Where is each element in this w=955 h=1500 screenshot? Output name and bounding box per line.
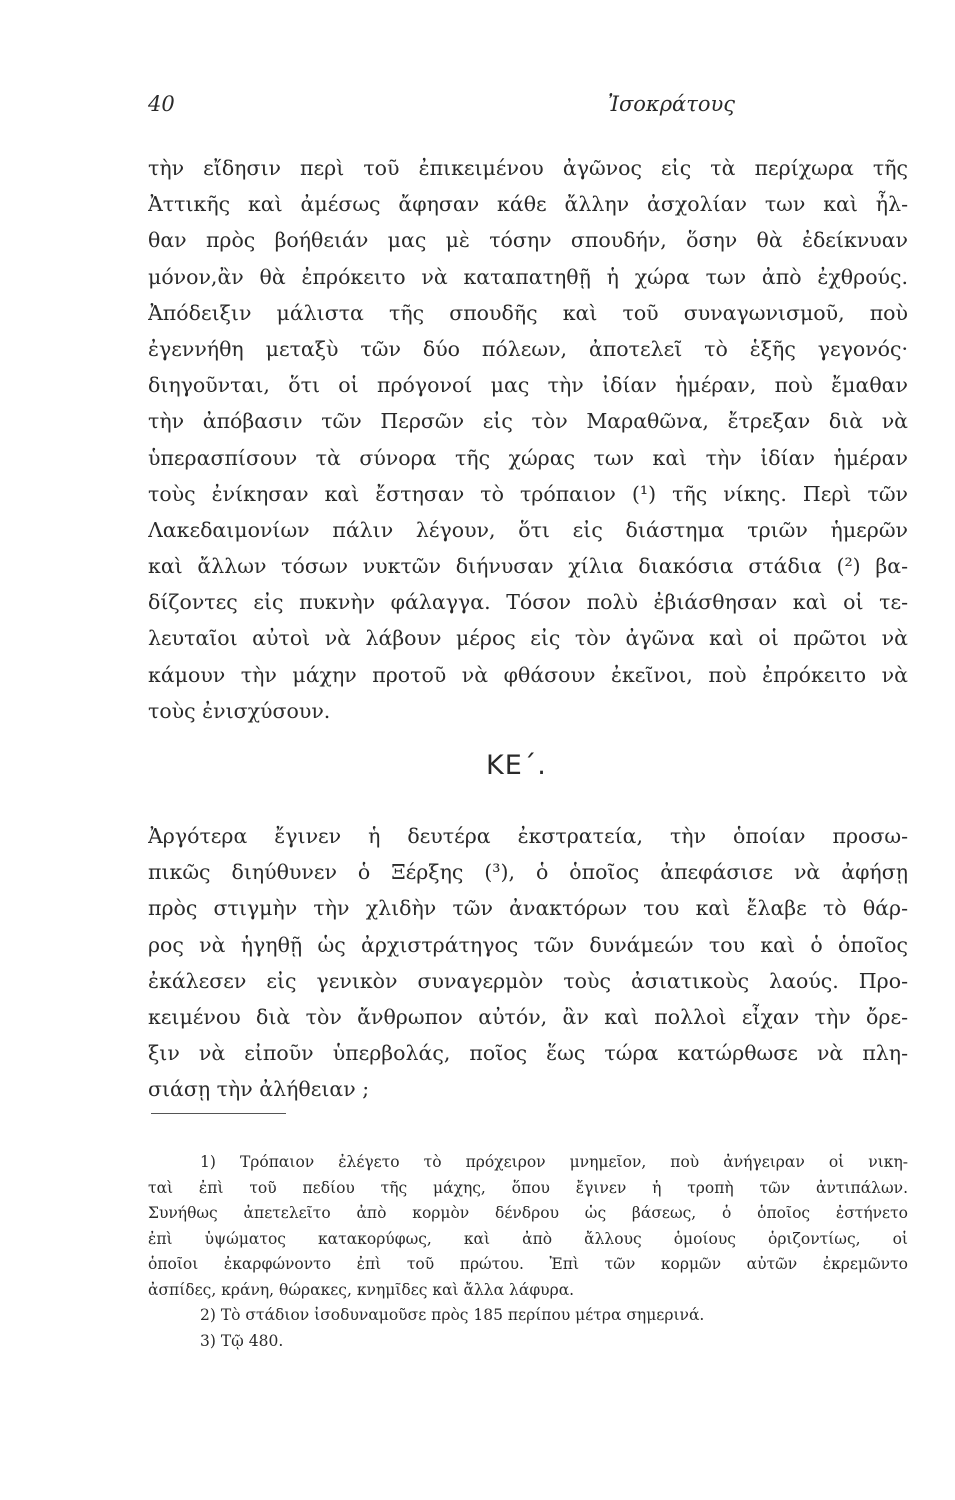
text-line: Λακεδαιμονίων πάλιν λέγουν, ὅτι εἰς διάστημα τριῶν ἡμερῶν — [148, 517, 908, 542]
text-line: ὑπερασπίσουν τὰ σύνορα τῆς χώρας των καὶ τὴν ἰδίαν ἡμέραν — [148, 445, 908, 470]
text-line: κειμένου διὰ τὸν ἄνθρωπον αὐτόν, ἂν καὶ πολλοὶ εἶχαν τὴν ὄρε- — [148, 1004, 908, 1029]
text-line: ἐγεννήθη μεταξὺ τῶν δύο πόλεων, ἀποτελεῖ τὸ ἑξῆς γεγονός· — [148, 336, 908, 361]
footnote-line: 3) Τῷ 480. — [200, 1331, 284, 1350]
footnote-line: ταὶ ἐπὶ τοῦ πεδίου τῆς μάχης, ὅπου ἔγινεν ἡ τροπὴ τῶν ἀντιπάλων. — [148, 1178, 908, 1197]
text-line: πικῶς διηύθυνεν ὁ Ξέρξης (³), ὁ ὁποῖος ἀπεφάσισε νὰ ἀφήσῃ — [148, 860, 908, 885]
text-line: πρὸς στιγμὴν τὴν χλιδὴν τῶν ἀνακτόρων του καὶ ἔλαβε τὸ θάρ- — [148, 896, 908, 921]
text-line: μόνον,ἂν θὰ ἐπρόκειτο νὰ καταπατηθῇ ἡ χώρα των ἀπὸ ἐχθρούς. — [148, 264, 908, 289]
page-header — [148, 92, 908, 122]
text-line: Ἀττικῆς καὶ ἀμέσως ἄφησαν κάθε ἄλλην ἀσχολίαν των καὶ ἦλ- — [148, 192, 908, 217]
text-line: τοὺς ἐνίκησαν καὶ ἔστησαν τὸ τρόπαιον (¹) τῆς νίκης. Περὶ τῶν — [148, 481, 908, 506]
footnote-line: 1) Τρόπαιον ἐλέγετο τὸ πρόχειρον μνημεῖον, ποὺ ἀνήγειραν οἱ νικη- — [200, 1153, 908, 1171]
footnote-line: ἐπὶ ὑψώματος κατακορύφως, καὶ ἀπὸ ἄλλους ὁμοίους ὁριζοντίως, οἱ — [148, 1229, 908, 1248]
text-line: Ἀργότερα ἔγινεν ἡ δευτέρα ἐκστρατεία, τὴν ὁποίαν προσω- — [148, 824, 908, 848]
text-line: ξιν νὰ εἰποῦν ὑπερβολάς, ποῖος ἕως τώρα κατώρθωσε νὰ πλη- — [148, 1041, 908, 1066]
text-line: καὶ ἄλλων τόσων νυκτῶν διήνυσαν χίλια διακόσια στάδια (²) βα- — [148, 554, 908, 579]
footnotes — [148, 1150, 908, 1354]
text-line: ρος νὰ ἡγηθῇ ὡς ἀρχιστράτηγος τῶν δυνάμεών του καὶ ὁ ὁποῖος — [148, 932, 908, 957]
footnote-line: ἀσπίδες, κράνη, θώρακες, κνημῖδες καὶ ἄλλα λάφυρα. — [148, 1280, 575, 1299]
footnote-separator — [151, 1113, 286, 1114]
text-line: Ἀπόδειξιν μάλιστα τῆς σπουδῆς καὶ τοῦ συναγωνισμοῦ, ποὺ — [148, 300, 908, 325]
footnote-line: Συνήθως ἀπετελεῖτο ἀπὸ κορμὸν δένδρου ὡς βάσεως, ὁ ὁποῖος ἐστήνετο — [148, 1204, 908, 1222]
main-paragraph — [148, 150, 908, 729]
footnote-line: ὁποῖοι ἐκαρφώνοντο ἐπὶ τοῦ πρώτου. Ἐπὶ τῶν κορμῶν αὐτῶν ἐκρεμῶντο — [148, 1255, 908, 1273]
section-heading: ΚΕ΄. — [486, 750, 547, 781]
text-line: διηγοῦνται, ὅτι οἱ πρόγονοί μας τὴν ἰδίαν ἡμέραν, ποὺ ἔμαθαν — [148, 373, 908, 398]
text-line: τοὺς ἐνισχύσουν. — [148, 698, 331, 723]
text-line: κάμουν τὴν μάχην προτοῦ νὰ φθάσουν ἐκεῖνοι, ποὺ ἐπρόκειτο νὰ — [148, 662, 908, 687]
text-line: σιάσῃ τὴν ἀλήθειαν ; — [148, 1077, 370, 1102]
text-line: ἐκάλεσεν εἰς γενικὸν συναγερμὸν τοὺς ἀσιατικοὺς λαούς. Προ- — [148, 968, 908, 993]
running-head: Ἰσοκράτους — [608, 92, 736, 116]
section-paragraph — [148, 818, 908, 1108]
text-line: δίζοντες εἰς πυκνὴν φάλαγγα. Τόσον πολὺ ἐβιάσθησαν καὶ οἱ τε- — [148, 590, 908, 615]
text-line: τὴν εἴδησιν περὶ τοῦ ἐπικειμένου ἀγῶνος εἰς τὰ περίχωρα τῆς — [148, 156, 908, 180]
text-line: λευταῖοι αὐτοὶ νὰ λάβουν μέρος εἰς τὸν ἀγῶνα καὶ οἱ πρῶτοι νὰ — [148, 626, 908, 651]
text-line: τὴν ἀπόβασιν τῶν Περσῶν εἰς τὸν Μαραθῶνα, ἔτρεξαν διὰ νὰ — [148, 409, 908, 434]
text-line: θαν πρὸς βοήθειάν μας μὲ τόσην σπουδήν, ὅσην θὰ ἐδείκνυαν — [148, 228, 908, 253]
page-number: 40 — [148, 92, 175, 116]
footnote-line: 2) Τὸ στάδιον ἰσοδυναμοῦσε πρὸς 185 περίπου μέτρα σημερινά. — [200, 1306, 705, 1324]
